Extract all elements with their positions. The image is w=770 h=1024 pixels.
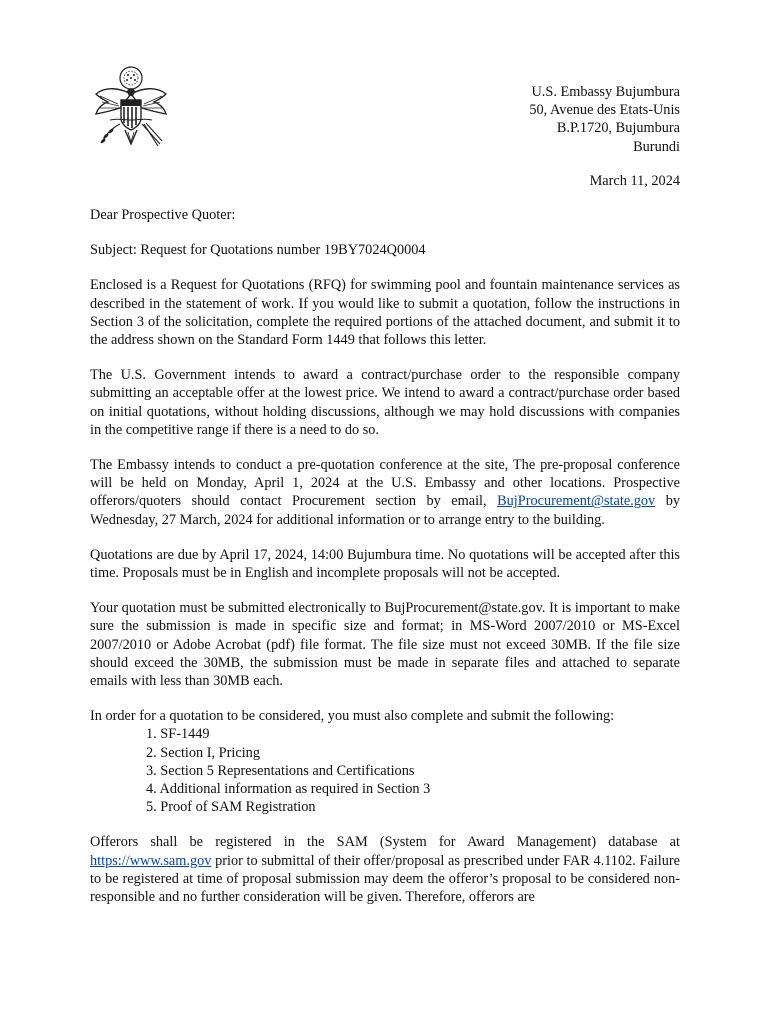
paragraph-award-intent: The U.S. Government intends to award a contract/purchase order to the responsible company submitting an acceptable offer at the lowest price. We intend to award a contract/purchase order based on initial quotations, without holding discussions, although we may hold discussions with companies in the competitive range if there is a need to do so. [90,367,680,438]
paragraph-preproposal-conference [90,456,680,529]
subject-line: Subject: Request for Quotations number 19BY7024Q0004 [90,242,426,259]
requirements-list [146,725,680,816]
address-line: Burundi [633,138,680,155]
paragraph-requirements-intro: In order for a quotation to be considered, you must also complete and submit the following: [90,708,615,725]
embassy-address-block [529,83,680,156]
address-line: U.S. Embassy Bujumbura [531,84,680,100]
list-item: 3. Section 5 Representations and Certifications [146,762,415,779]
sam-website-link[interactable]: https://www.sam.gov [90,852,212,869]
letter-date: March 11, 2024 [589,173,680,189]
salutation: Dear Prospective Quoter: [90,207,236,223]
great-seal-emblem [92,64,170,154]
address-line: 50, Avenue des Etats-Unis [529,102,680,119]
paragraph-text: Offerors shall be registered in the SAM (System for Award Management) database at [90,834,680,851]
list-item: 2. Section I, Pricing [146,744,260,761]
procurement-email-link[interactable]: BujProcurement@state.gov [497,493,656,510]
paragraph-text: prior to submittal of their offer/proposal as prescribed under FAR 4.1102. Failure to be registered at time of proposal submission may deem the offeror’s proposal to be considered non-responsible and no further consideration will be given. Therefore, offerors are [90,852,680,906]
paragraph-due-date: Quotations are due by April 17, 2024, 14:00 Bujumbura time. No quotations will be accepted after this time. Proposals must be in English and incomplete proposals will not be accepted. [90,546,680,582]
address-line: B.P.1720, Bujumbura [556,120,680,137]
paragraph-text: by Wednesday, 27 March, 2024 for additional information or to arrange entry to the building. [90,493,680,528]
paragraph-submission-format: Your quotation must be submitted electronically to BujProcurement@state.gov. It is important to make sure the submission is made in specific size and format; in MS-Word 2007/2010 or MS-Excel 2007/2010 or Adobe Acrobat (pdf) file format. The file size must not exceed 30MB. If the file size should exceed the 30MB, the submission must be made in separate files and attached to separate emails with less than 30MB each. [90,600,680,690]
letter-body [90,206,680,923]
paragraph-rfq-intro: Enclosed is a Request for Quotations (RFQ) for swimming pool and fountain maintenance services as described in the statement of work. If you would like to submit a quotation, follow the instructions in Section 3 of the solicitation, complete the required portions of the attached document, and submit it to the address shown on the Standard Form 1449 that follows this letter. [90,277,680,349]
list-item: 5. Proof of SAM Registration [146,799,316,816]
paragraph-sam-registration [90,833,680,906]
paragraph-text: The Embassy intends to conduct a pre-quotation conference at the site, The pre-proposal conference will be held on Monday, April 1, 2024 at the U.S. Embassy and other locations. Prospective offerors/quoters should contact Procurement section by email, [90,457,680,510]
list-item: 1. SF-1449 [146,726,210,743]
list-item: 4. Additional information as required in Section 3 [146,781,431,798]
